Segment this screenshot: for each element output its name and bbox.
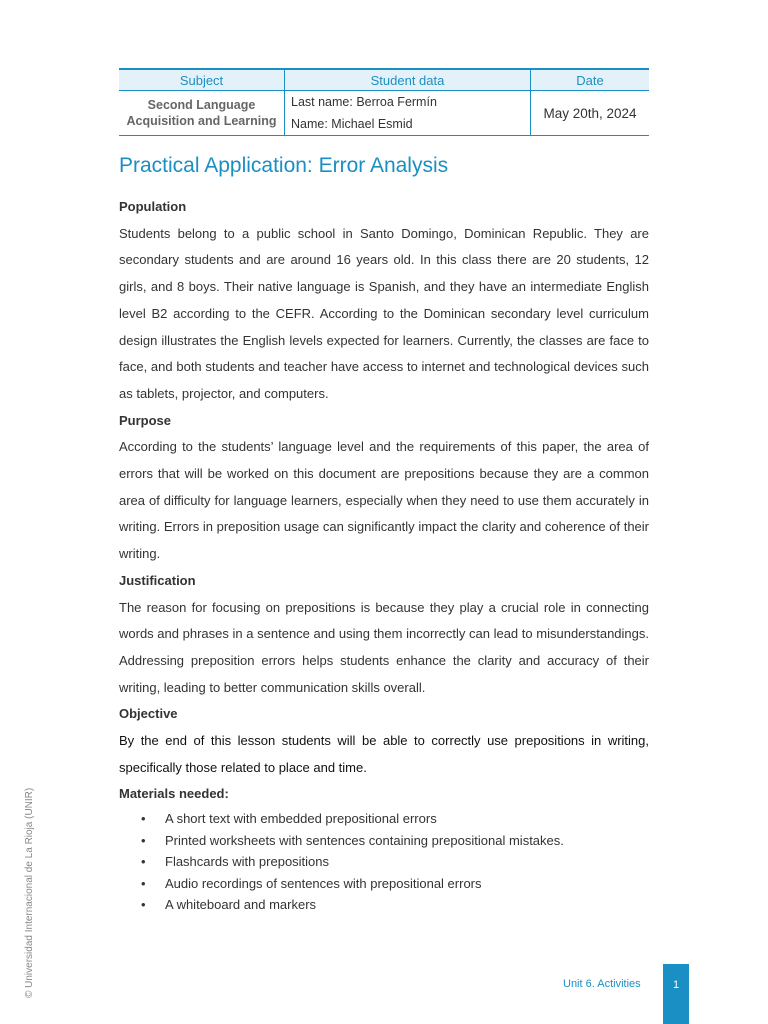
document-page — [119, 68, 649, 913]
page-number: 1 — [672, 979, 680, 991]
bullet-icon: • — [141, 811, 146, 827]
header-col-date: Date — [531, 69, 650, 91]
materials-heading: Materials needed: — [119, 786, 229, 802]
subject-line1: Second Language — [147, 98, 256, 112]
student-last-name: Last name: Berroa Fermín — [291, 95, 437, 109]
objective-heading: Objective — [119, 706, 178, 722]
list-item-text: A whiteboard and markers — [165, 897, 317, 913]
document-body — [119, 194, 649, 916]
list-item-text: Printed worksheets with sentences containing prepositional mistakes. — [165, 832, 564, 848]
footer-unit-label: Unit 6. Activities — [563, 978, 641, 990]
bullet-icon: • — [141, 832, 146, 848]
copyright-notice: © Universidad Internacional de La Rioja (UNIR) — [24, 787, 35, 998]
materials-list — [119, 808, 649, 916]
list-item — [119, 851, 649, 873]
list-item-text: Audio recordings of sentences with prepositional errors — [165, 875, 482, 891]
list-item — [119, 873, 649, 895]
list-item — [119, 830, 649, 852]
subject-cell — [119, 91, 285, 136]
population-heading: Population — [119, 199, 187, 214]
list-item-text: A short text with embedded prepositional errors — [165, 811, 437, 827]
header-table — [119, 68, 649, 136]
bullet-icon: • — [141, 897, 146, 913]
subject-line2: Acquisition and Learning — [126, 114, 277, 128]
header-col-student: Student data — [285, 69, 531, 91]
justification-paragraph: The reason for focusing on prepositions is because they play a crucial role in connecting words and phrases in a sentence and using them incorrectly can lead to misunderstandings. Addressing preposition errors helps students enhance the clarity and accuracy of their writing, leading to better communication skills overall. — [119, 599, 649, 695]
list-item-text: Flashcards with prepositions — [165, 854, 330, 870]
bullet-icon: • — [141, 875, 146, 891]
list-item — [119, 894, 649, 916]
purpose-heading: Purpose — [119, 412, 172, 428]
header-col-subject: Subject — [119, 69, 285, 91]
population-paragraph: Students belong to a public school in Santo Domingo, Dominican Republic. They are secondary students and are around 16 years old. In this class there are 20 students, 12 girls, and 8 boys. Their native language is Spanish, and they have an intermediate English level B2 according to the CEFR. According to the Dominican secondary level curriculum design illustrates the English levels expected for learners. Currently, the classes are face to face, and both students and teacher have access to internet and technological devices such as tablets, projector, and computers. — [119, 225, 649, 401]
student-name: Name: Michael Esmid — [291, 117, 413, 131]
list-item — [119, 808, 649, 830]
bullet-icon: • — [141, 854, 146, 870]
purpose-paragraph: According to the students’ language level and the requirements of this paper, the area of errors that will be worked on this document are prepositions because they are a common area of difficulty for language learners, especially when they need to use them accurately in writing. Errors in preposition usage can significantly impact the clarity and coherence of their writing. — [119, 439, 649, 562]
page-number-tab — [663, 964, 689, 1024]
student-cell — [285, 91, 531, 136]
page-title: Practical Application: Error Analysis — [119, 154, 449, 177]
justification-heading: Justification — [119, 572, 196, 588]
date-cell: May 20th, 2024 — [531, 91, 650, 136]
objective-paragraph: By the end of this lesson students will be able to correctly use prepositions in writing, specifically those related to place and time. — [119, 733, 649, 775]
